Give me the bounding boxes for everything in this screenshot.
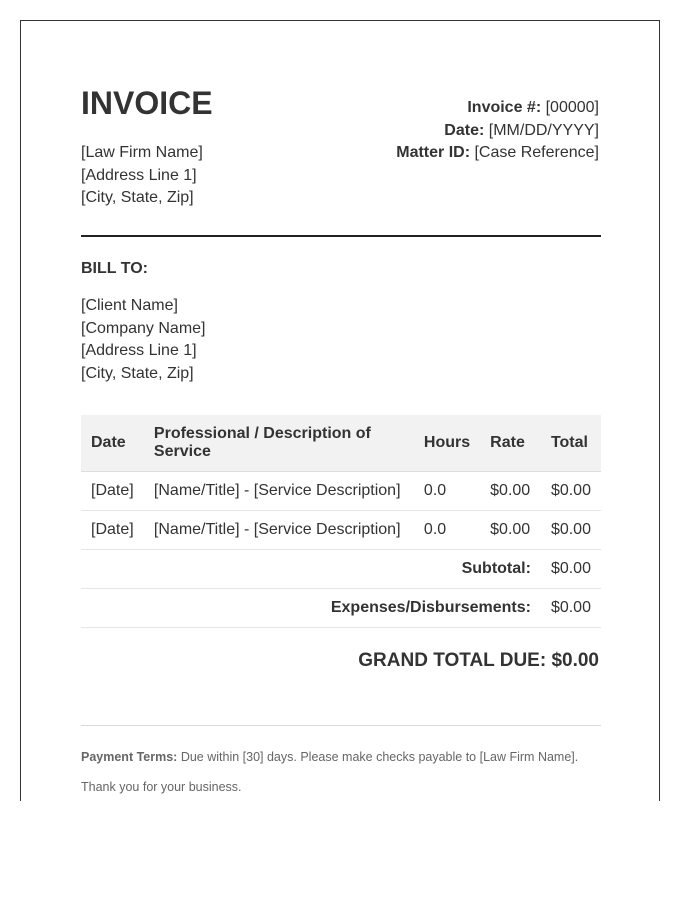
matter-id-line xyxy=(396,142,599,165)
column-header-hours: Hours xyxy=(414,415,480,472)
row-total: $0.00 xyxy=(541,511,601,550)
invoice-number-value: [00000] xyxy=(545,99,599,116)
invoice-number-label: Invoice #: xyxy=(467,99,542,116)
invoice-date-value: [MM/DD/YYYY] xyxy=(488,121,599,139)
client-city-state-zip: [City, State, Zip] xyxy=(81,364,194,382)
invoice-date-line xyxy=(396,120,599,143)
column-header-rate: Rate xyxy=(480,415,541,472)
header-divider xyxy=(81,235,601,237)
row-rate: $0.00 xyxy=(480,511,541,550)
expenses-label: Expenses/Disbursements: xyxy=(81,589,541,628)
row-hours: 0.0 xyxy=(414,472,480,511)
row-description: [Name/Title] - [Service Description] xyxy=(144,472,414,511)
row-description: [Name/Title] - [Service Description] xyxy=(144,511,414,550)
footer-divider xyxy=(81,725,601,726)
column-header-description: Professional / Description of Service xyxy=(144,415,414,472)
row-rate: $0.00 xyxy=(480,472,541,511)
bill-to-address-block xyxy=(81,295,206,385)
payment-terms-text: Due within [30] days. Please make checks payable to [Law Firm Name]. xyxy=(180,750,579,764)
grand-total-value: $0.00 xyxy=(551,650,599,671)
table-header-row xyxy=(81,415,601,472)
table-row xyxy=(81,511,601,550)
invoice-date-label: Date: xyxy=(444,121,485,139)
client-name: [Client Name] xyxy=(81,297,178,314)
client-company-name: [Company Name] xyxy=(81,319,206,337)
row-date: [Date] xyxy=(81,511,144,550)
row-date: [Date] xyxy=(81,472,144,511)
line-items-table xyxy=(81,415,601,628)
expenses-value: $0.00 xyxy=(541,589,601,628)
firm-address-block xyxy=(81,142,203,210)
bill-to-heading: BILL TO: xyxy=(81,260,148,277)
grand-total-label: GRAND TOTAL DUE: xyxy=(358,650,547,671)
row-hours: 0.0 xyxy=(414,511,480,550)
expenses-row xyxy=(81,589,601,628)
table-row xyxy=(81,472,601,511)
column-header-total: Total xyxy=(541,415,601,472)
payment-terms-label: Payment Terms: xyxy=(81,750,178,764)
invoice-number-line xyxy=(396,97,599,120)
matter-id-value: [Case Reference] xyxy=(474,144,599,161)
subtotal-label: Subtotal: xyxy=(81,550,541,589)
payment-terms xyxy=(81,749,578,765)
invoice-page xyxy=(20,20,660,801)
row-total: $0.00 xyxy=(541,472,601,511)
thank-you-note: Thank you for your business. xyxy=(81,780,242,794)
firm-address-line1: [Address Line 1] xyxy=(81,166,197,184)
firm-city-state-zip: [City, State, Zip] xyxy=(81,189,194,206)
grand-total xyxy=(358,649,599,673)
subtotal-row xyxy=(81,550,601,589)
subtotal-value: $0.00 xyxy=(541,550,601,589)
matter-id-label: Matter ID: xyxy=(396,144,471,161)
invoice-title: INVOICE xyxy=(81,85,213,121)
firm-name: [Law Firm Name] xyxy=(81,144,203,161)
client-address-line1: [Address Line 1] xyxy=(81,342,197,359)
column-header-date: Date xyxy=(81,415,144,472)
invoice-meta-block xyxy=(396,97,599,165)
